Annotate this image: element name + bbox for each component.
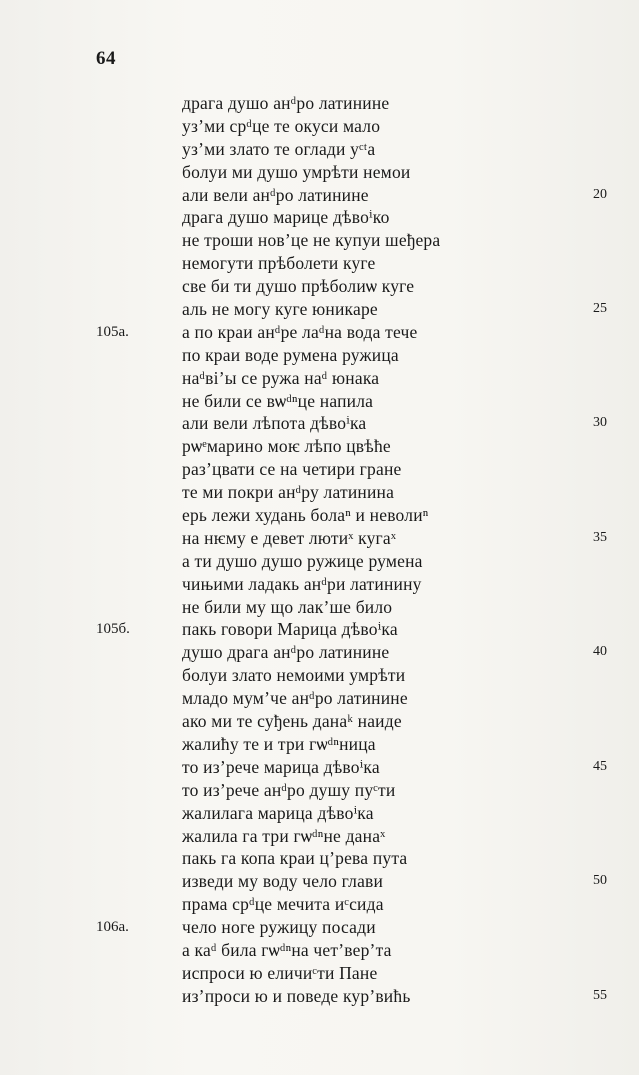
margin-reference: 105б. xyxy=(96,621,130,638)
verse-line xyxy=(0,893,639,916)
verse-text: прама срᵈце мечита иᶜсида xyxy=(182,894,384,915)
verse-text: из’проси ю и поведе кур’вићь xyxy=(182,985,411,1006)
verse-text: драга душо анᵈро латинине xyxy=(182,93,390,113)
verse-text: аль не могу куге юникаре xyxy=(182,299,378,320)
verse-line xyxy=(0,412,639,435)
margin-reference: 105а. xyxy=(96,323,129,340)
verse-text: болуи ми душо умрѣти немои xyxy=(182,161,411,182)
verse-line xyxy=(0,687,639,710)
verse-line xyxy=(0,92,639,115)
verse-text: жалилага марица дѣвоⁱка xyxy=(182,802,374,823)
verse-line xyxy=(0,710,639,733)
verse-line xyxy=(0,916,639,939)
verse-line xyxy=(0,550,639,573)
verse-line xyxy=(0,962,639,985)
verse-text: а каᵈ била гѡᵈⁿна чет’вер’та xyxy=(182,939,392,960)
line-number: 45 xyxy=(593,758,607,774)
margin-reference: 106а. xyxy=(96,919,129,936)
verse-text: по краи воде румена ружица xyxy=(182,344,399,365)
verse-line xyxy=(0,252,639,275)
verse-line xyxy=(0,641,639,664)
verse-line xyxy=(0,435,639,458)
verse-line xyxy=(0,618,639,641)
verse-text: болуи злато немоими умрѣти xyxy=(182,665,406,686)
verse-line xyxy=(0,825,639,848)
verse-text: а по краи анᵈре лаᵈна вода тече xyxy=(182,321,418,342)
verse-text: драга душо марице дѣвоⁱко xyxy=(182,207,390,228)
verse-line xyxy=(0,481,639,504)
verse-text: пакь говори Марица дѣвоⁱка xyxy=(182,619,398,640)
verse-text: не троши нов’це не купуи шеђера xyxy=(182,230,441,251)
verse-text: на нѥму е девет лютиˣ кугаˣ xyxy=(182,527,397,548)
verse-text: немогути прѣболети куге xyxy=(182,253,376,274)
verse-line xyxy=(0,184,639,207)
verse-line xyxy=(0,229,639,252)
verse-text: то из’рече марица дѣвоⁱка xyxy=(182,756,380,777)
verse-text: не били му що лак’ше било xyxy=(182,596,393,617)
verse-text: уз’ми злато те оглади уᶜᵗа xyxy=(182,138,376,159)
verse-line xyxy=(0,802,639,825)
line-number: 35 xyxy=(593,529,607,545)
verse-text: али вели лѣпота дѣвоⁱка xyxy=(182,413,367,434)
verse-line xyxy=(0,138,639,161)
verse-line xyxy=(0,206,639,229)
verse-text: раз’цвати се на четири гране xyxy=(182,459,402,480)
verse-text: те ми покри анᵈру латинина xyxy=(182,482,395,503)
verse-text: изведи му воду чело глави xyxy=(182,871,384,892)
verse-line xyxy=(0,367,639,390)
verse-line xyxy=(0,664,639,687)
page-number: 64 xyxy=(96,48,116,69)
verse-line xyxy=(0,161,639,184)
verse-line xyxy=(0,756,639,779)
verse-text: испроси ю еличиᶜти Пане xyxy=(182,962,378,983)
verse-text: пакь га копа краи ц’рева пута xyxy=(182,848,408,869)
verse-text: уз’ми срᵈце те окуси мало xyxy=(182,115,381,136)
line-number: 25 xyxy=(593,301,607,317)
verse-text: душо драга анᵈро латинине xyxy=(182,642,390,663)
verse-text: чињими ладакь анᵈри латинину xyxy=(182,573,422,594)
verse-line xyxy=(0,298,639,321)
verse-text: рѡᵉмарино моѥ лѣпо цвѣће xyxy=(182,436,391,457)
verse-line xyxy=(0,321,639,344)
verse-line xyxy=(0,596,639,619)
verse-line xyxy=(0,344,639,367)
verse-text: жалићу те и три гѡᵈⁿница xyxy=(182,733,376,754)
verse-text: чело ноге ружицу посади xyxy=(182,917,376,938)
line-number: 30 xyxy=(593,415,607,431)
verse-line xyxy=(0,870,639,893)
verse-line xyxy=(0,573,639,596)
verse-line xyxy=(0,779,639,802)
verse-line xyxy=(0,939,639,962)
verse-text: све би ти душо прѣболиѡ куге xyxy=(182,276,415,297)
verse-line xyxy=(0,458,639,481)
verse-text: али вели анᵈро латинине xyxy=(182,184,369,205)
verse-line xyxy=(0,275,639,298)
verse-line xyxy=(0,733,639,756)
verse-text: то из’рече анᵈро душу пуᶜти xyxy=(182,779,396,800)
verse-text: младо мум’че анᵈро латинине xyxy=(182,688,408,709)
verse-text: ерь лежи худань болаⁿ и неволиⁿ xyxy=(182,505,429,526)
verse-text: не били се вѡᵈⁿце напила xyxy=(182,390,374,411)
verse-line xyxy=(0,115,639,138)
line-number: 40 xyxy=(593,644,607,660)
verse-line xyxy=(0,527,639,550)
verse-line xyxy=(0,985,639,1008)
verse-line xyxy=(0,847,639,870)
verse-text: а ти душо душо ружице румена xyxy=(182,550,423,571)
verse-block xyxy=(0,92,639,1008)
verse-line xyxy=(0,504,639,527)
verse-line xyxy=(0,390,639,413)
line-number: 50 xyxy=(593,873,607,889)
verse-text: ако ми те суђень данаᵏ наиде xyxy=(182,711,402,732)
line-number: 55 xyxy=(593,987,607,1003)
verse-text: жалила га три гѡᵈⁿне данаˣ xyxy=(182,825,386,846)
verse-text: наᵈві’ы се ружа наᵈ юнака xyxy=(182,367,380,388)
line-number: 20 xyxy=(593,186,607,202)
